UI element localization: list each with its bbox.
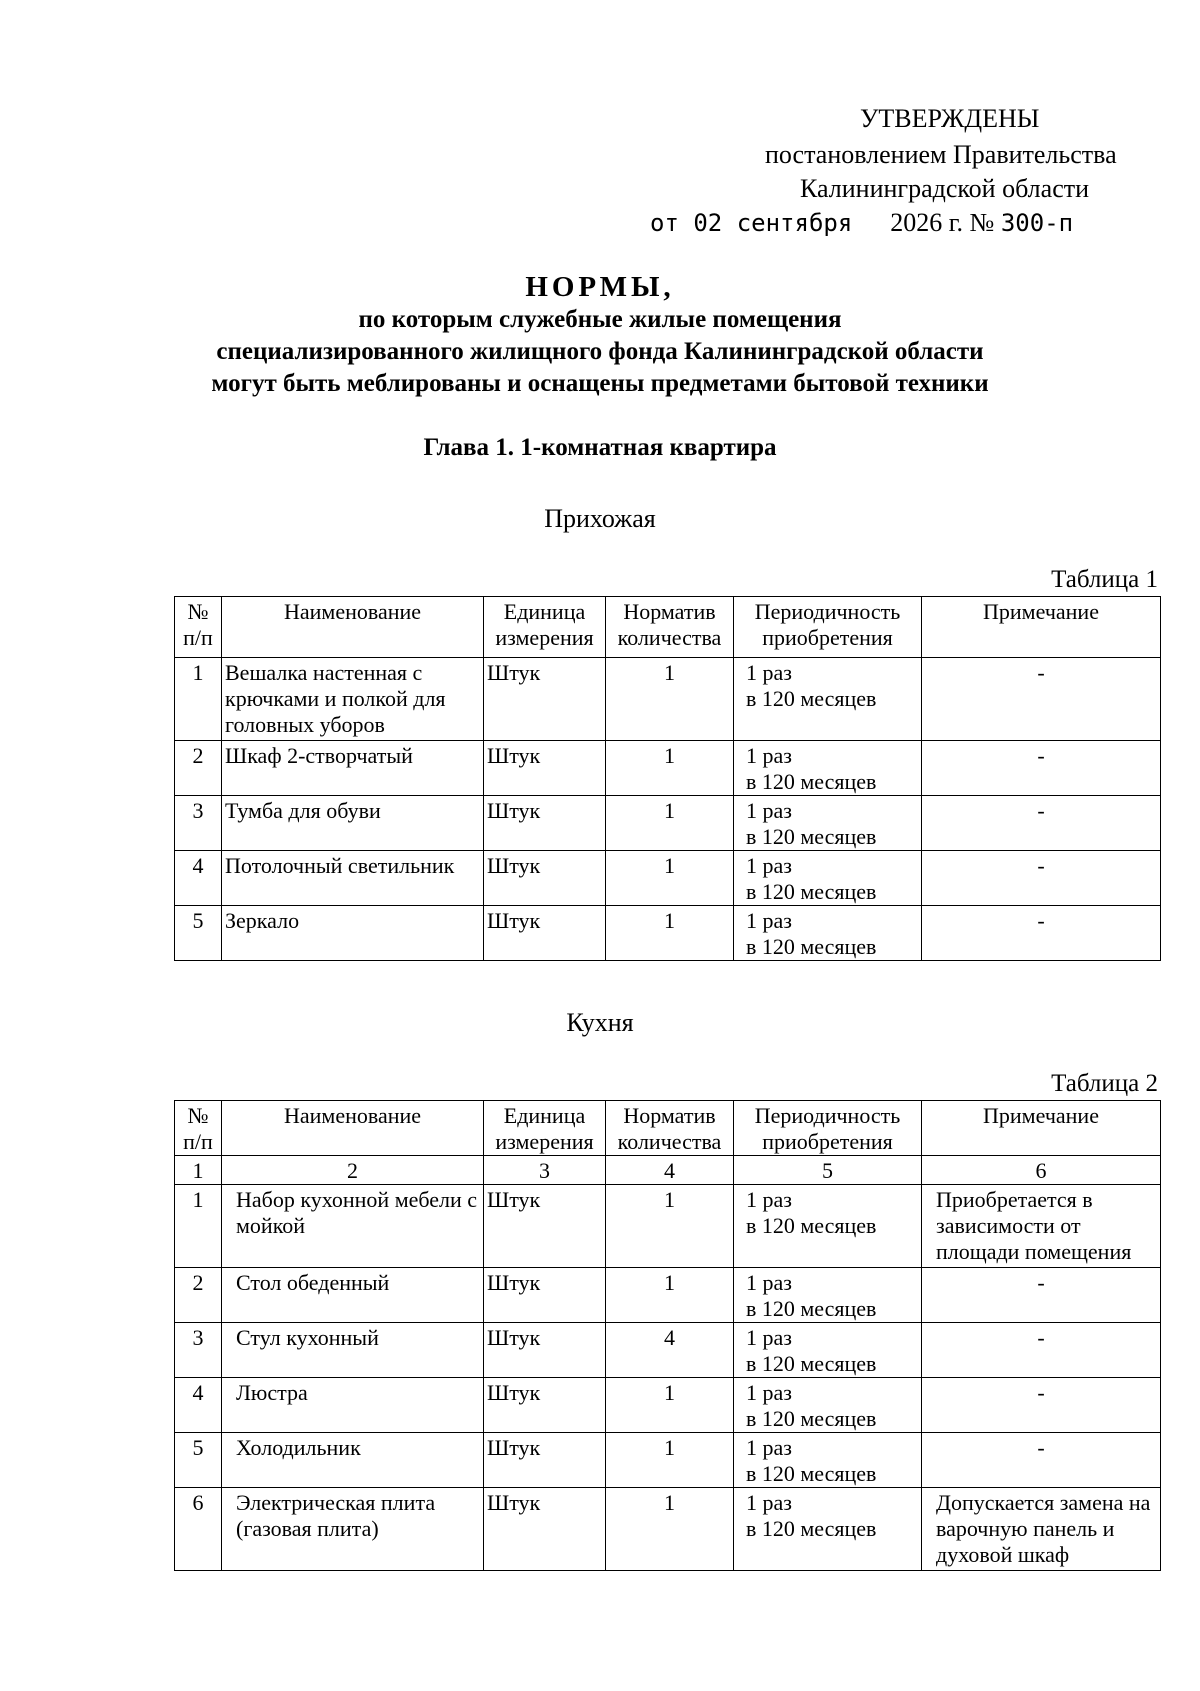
header-note: Примечание: [922, 1101, 1161, 1156]
header-unit: Единица измерения: [484, 597, 606, 658]
row-period: [734, 1378, 922, 1433]
period-line-2: в 120 месяцев: [746, 1516, 877, 1541]
header-name: Наименование: [222, 1101, 484, 1156]
table-row: [175, 796, 1161, 851]
chapter-heading: Глава 1. 1-комнатная квартира: [423, 434, 777, 461]
row-period: [734, 906, 922, 961]
row-note: -: [922, 796, 1161, 851]
row-qty: 1: [606, 658, 734, 741]
header-name: Наименование: [222, 597, 484, 658]
header-period: Периодичность приобретения: [734, 597, 922, 658]
row-note: -: [922, 851, 1161, 906]
row-qty: 1: [606, 1488, 734, 1571]
col-number: 5: [734, 1156, 922, 1185]
row-period: [734, 1433, 922, 1488]
table-row: [175, 1323, 1161, 1378]
row-num: 5: [175, 1433, 222, 1488]
approval-year: 2026 г. №: [890, 208, 995, 237]
row-unit: Штук: [484, 658, 606, 741]
row-period: [734, 741, 922, 796]
table-row: [175, 1488, 1161, 1571]
row-period: [734, 851, 922, 906]
title-line-3: могут быть меблированы и оснащены предметами бытовой техники: [211, 370, 989, 397]
period-line-1: 1 раз: [746, 798, 792, 823]
period-line-2: в 120 месяцев: [746, 686, 877, 711]
row-qty: 1: [606, 1268, 734, 1323]
period-line-1: 1 раз: [746, 908, 792, 933]
row-unit: Штук: [484, 906, 606, 961]
row-name: Стул кухонный: [222, 1323, 484, 1378]
row-name: Стол обеденный: [222, 1268, 484, 1323]
header-period: Периодичность приобретения: [734, 1101, 922, 1156]
row-num: 2: [175, 741, 222, 796]
row-num: 3: [175, 796, 222, 851]
row-note: -: [922, 1323, 1161, 1378]
period-line-2: в 120 месяцев: [746, 1296, 877, 1321]
table-1: [174, 596, 1161, 961]
header-qty: Норматив количества: [606, 1101, 734, 1156]
row-num: 4: [175, 1378, 222, 1433]
row-unit: Штук: [484, 1378, 606, 1433]
row-note: -: [922, 1378, 1161, 1433]
row-num: 1: [175, 658, 222, 741]
row-period: [734, 1185, 922, 1268]
row-unit: Штук: [484, 1488, 606, 1571]
period-line-2: в 120 месяцев: [746, 1406, 877, 1431]
row-unit: Штук: [484, 1323, 606, 1378]
row-name: Холодильник: [222, 1433, 484, 1488]
header-note: Примечание: [922, 597, 1161, 658]
table-row: [175, 906, 1161, 961]
period-line-1: 1 раз: [746, 1380, 792, 1405]
document-title: [0, 270, 1200, 400]
column-number-row: [175, 1156, 1161, 1185]
row-name: Потолочный светильник: [222, 851, 484, 906]
table-row: [175, 1185, 1161, 1268]
row-note: -: [922, 658, 1161, 741]
table-2: [174, 1100, 1161, 1571]
row-qty: 4: [606, 1323, 734, 1378]
header-unit: Единица измерения: [484, 1101, 606, 1156]
row-num: 2: [175, 1268, 222, 1323]
row-name: Набор кухонной мебели с мойкой: [222, 1185, 484, 1268]
period-line-1: 1 раз: [746, 853, 792, 878]
row-note: Приобретается в зависимости от площади помещения: [922, 1185, 1161, 1268]
row-num: 3: [175, 1323, 222, 1378]
period-line-1: 1 раз: [746, 1187, 792, 1212]
row-name: Шкаф 2-створчатый: [222, 741, 484, 796]
period-line-2: в 120 месяцев: [746, 879, 877, 904]
period-line-1: 1 раз: [746, 1435, 792, 1460]
row-qty: 1: [606, 796, 734, 851]
section-title-hallway: Прихожая: [544, 504, 656, 533]
row-note: Допускается замена на варочную панель и духовой шкаф: [922, 1488, 1161, 1571]
row-note: -: [922, 741, 1161, 796]
title-line-2: специализированного жилищного фонда Калининградской области: [216, 338, 984, 365]
table-row: [175, 1433, 1161, 1488]
period-line-2: в 120 месяцев: [746, 1461, 877, 1486]
approval-date: от 02 сентября: [650, 209, 853, 237]
period-line-1: 1 раз: [746, 743, 792, 768]
row-num: 6: [175, 1488, 222, 1571]
col-number: 4: [606, 1156, 734, 1185]
row-num: 1: [175, 1185, 222, 1268]
col-number: 3: [484, 1156, 606, 1185]
row-qty: 1: [606, 1185, 734, 1268]
table-row: [175, 741, 1161, 796]
section-title-kitchen: Кухня: [566, 1008, 634, 1037]
row-note: -: [922, 1268, 1161, 1323]
table-header-row: [175, 597, 1161, 658]
header-num: № п/п: [175, 1101, 222, 1156]
approval-heading: УТВЕРЖДЕНЫ: [860, 104, 1040, 133]
approval-line-2: постановлением Правительства: [765, 140, 1117, 169]
period-line-2: в 120 месяцев: [746, 1213, 877, 1238]
row-qty: 1: [606, 1433, 734, 1488]
approval-line-3: Калининградской области: [800, 174, 1090, 203]
row-note: -: [922, 906, 1161, 961]
row-qty: 1: [606, 741, 734, 796]
row-note: -: [922, 1433, 1161, 1488]
header-num: № п/п: [175, 597, 222, 658]
period-line-1: 1 раз: [746, 1270, 792, 1295]
row-num: 5: [175, 906, 222, 961]
row-unit: Штук: [484, 1185, 606, 1268]
table-row: [175, 1378, 1161, 1433]
row-name: Зеркало: [222, 906, 484, 961]
row-period: [734, 1268, 922, 1323]
period-line-1: 1 раз: [746, 1490, 792, 1515]
row-period: [734, 1488, 922, 1571]
row-name: Люстра: [222, 1378, 484, 1433]
approval-date-line: [650, 208, 1073, 238]
row-period: [734, 796, 922, 851]
col-number: 2: [222, 1156, 484, 1185]
row-qty: 1: [606, 1378, 734, 1433]
period-line-1: 1 раз: [746, 660, 792, 685]
period-line-2: в 120 месяцев: [746, 1351, 877, 1376]
title-line-1: по которым служебные жилые помещения: [358, 306, 842, 333]
table-2-label: Таблица 2: [1051, 1070, 1158, 1097]
row-unit: Штук: [484, 796, 606, 851]
row-unit: Штук: [484, 1268, 606, 1323]
period-line-1: 1 раз: [746, 1325, 792, 1350]
title-main: НОРМЫ,: [525, 271, 675, 303]
table-row: [175, 1268, 1161, 1323]
row-name: Вешалка настенная с крючками и полкой для головных уборов: [222, 658, 484, 741]
table-header-row: [175, 1101, 1161, 1156]
row-qty: 1: [606, 906, 734, 961]
row-unit: Штук: [484, 741, 606, 796]
table-1-label: Таблица 1: [1051, 566, 1158, 593]
row-qty: 1: [606, 851, 734, 906]
row-name: Электрическая плита (газовая плита): [222, 1488, 484, 1571]
table-row: [175, 658, 1161, 741]
row-period: [734, 658, 922, 741]
period-line-2: в 120 месяцев: [746, 824, 877, 849]
col-number: 1: [175, 1156, 222, 1185]
row-unit: Штук: [484, 851, 606, 906]
row-name: Тумба для обуви: [222, 796, 484, 851]
header-qty: Норматив количества: [606, 597, 734, 658]
approval-number: 300-п: [1000, 209, 1074, 237]
row-unit: Штук: [484, 1433, 606, 1488]
table-row: [175, 851, 1161, 906]
col-number: 6: [922, 1156, 1161, 1185]
row-period: [734, 1323, 922, 1378]
period-line-2: в 120 месяцев: [746, 934, 877, 959]
period-line-2: в 120 месяцев: [746, 769, 877, 794]
row-num: 4: [175, 851, 222, 906]
